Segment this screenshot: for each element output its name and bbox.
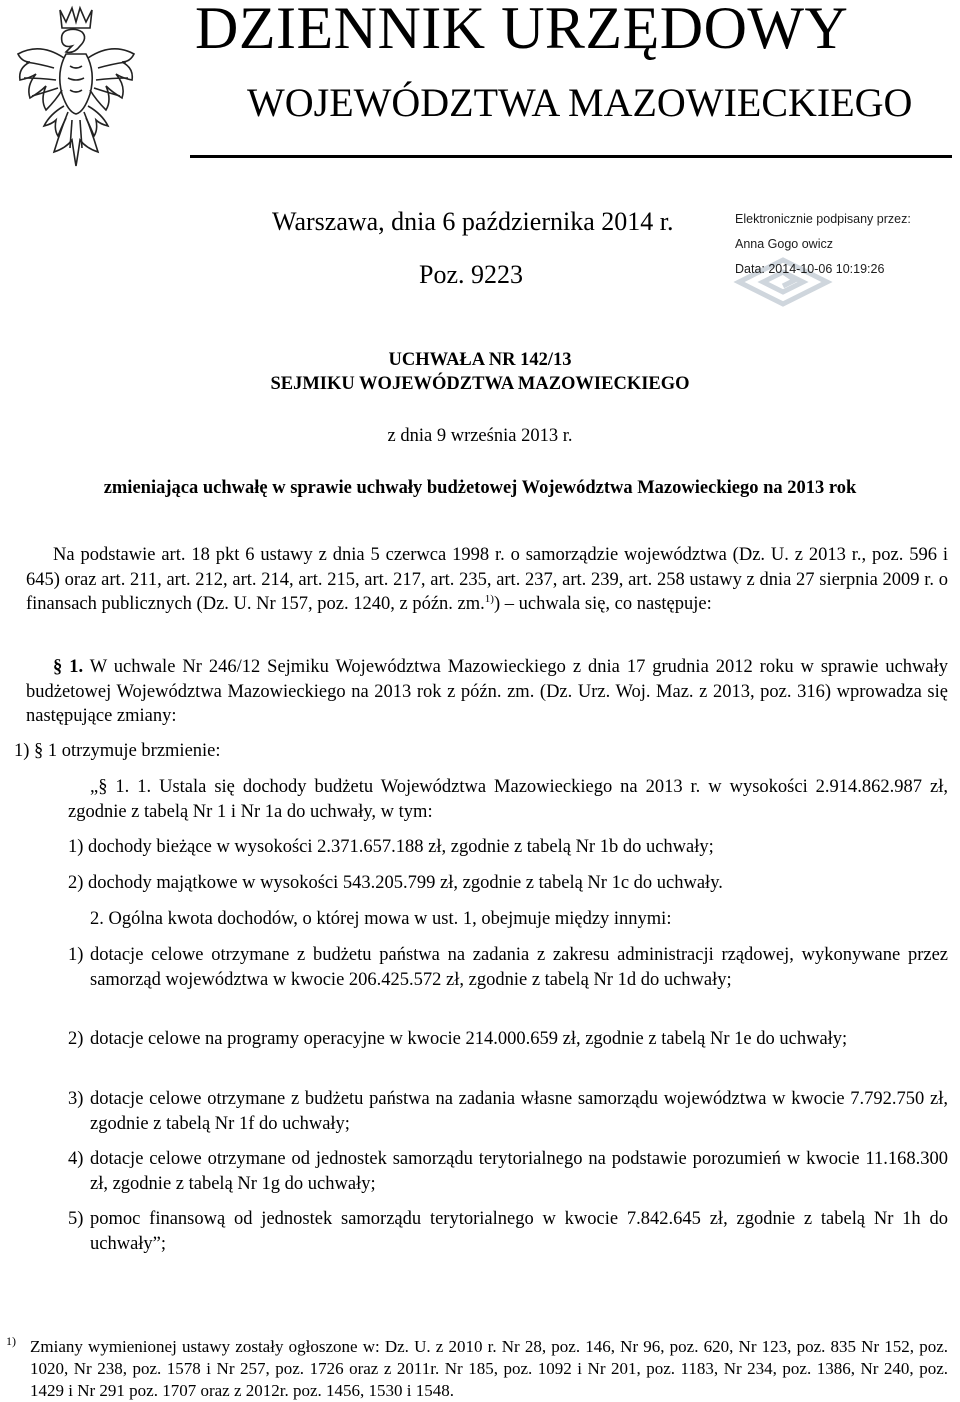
- point-1: 1) § 1 otrzymuje brzmienie:: [14, 741, 221, 761]
- list-item-number: 1): [68, 945, 84, 965]
- masthead-subtitle: WOJEWÓDZTWA MAZOWIECKIEGO: [247, 80, 913, 125]
- list-item-text: pomoc finansową od jednostek samorządu terytorialnego w kwocie 7.842.645 zł, zgodnie z tabelą Nr 1h do uchwały”;: [90, 1209, 948, 1254]
- coat-of-arms-eagle-icon: [10, 2, 142, 174]
- list-item-text: dotacje celowe otrzymane z budżetu państwa na zadania z zakresu administracji rządowej, wykonywane przez samorząd województwa w kwocie 206.425.572 zł, zgodnie z tabelą Nr 1d do uchwały;: [90, 945, 948, 990]
- preamble-end: ) – uchwala się, co następuje:: [493, 594, 712, 614]
- list-item-text: dotacje celowe otrzymane z budżetu państwa na zadania własne samorządu województwa w kwocie 7.792.750 zł, zgodnie z tabelą Nr 1f do uchwały;: [90, 1089, 948, 1134]
- quoted-paragraph-1: „§ 1. 1. Ustala się dochody budżetu Województwa Mazowieckiego na 2013 r. w wysokości 2.914.862.987 zł, zgodnie z tabelą Nr 1 i Nr 1a do uchwały, w tym:: [68, 777, 948, 822]
- resolution-date: z dnia 9 września 2013 r.: [387, 426, 573, 446]
- position-number: Poz. 9223: [419, 260, 523, 289]
- signature-date: Data: 2014-10-06 10:19:26: [735, 262, 885, 276]
- list-item-text: dotacje celowe na programy operacyjne w kwocie 214.000.659 zł, zgodnie z tabelą Nr 1e do uchwały;: [90, 1029, 848, 1049]
- signature-label: Elektronicznie podpisany przez:: [735, 212, 911, 226]
- masthead-title: DZIENNIK URZĘDOWY: [195, 0, 849, 61]
- footnote-mark: 1): [6, 1334, 16, 1348]
- list-item-number: 2): [68, 1029, 84, 1049]
- place-date: Warszawa, dnia 6 października 2014 r.: [272, 207, 674, 236]
- footnote-text: Zmiany wymienionej ustawy zostały ogłoszone w: Dz. U. z 2010 r. Nr 28, poz. 146, Nr 96, poz. 620, Nr 123, poz. 835 Nr 152, poz. 1020, Nr 238, poz. 1578 i Nr 257, poz. 1726 oraz z 2011r. Nr 185, poz. 1092 i Nr 201, poz. 1183, Nr 234, poz. 1386, Nr 240, poz. 1429 i Nr 291 poz. 1707 oraz z 2012r. poz. 1456, 1530 i 1548.: [30, 1337, 948, 1400]
- list-item-number: 4): [68, 1149, 84, 1169]
- footnote-reference: 1): [484, 592, 494, 605]
- signature-name: Anna Gogo owicz: [735, 237, 833, 251]
- income-item-2: 2) dochody majątkowe w wysokości 543.205.799 zł, zgodnie z tabelą Nr 1c do uchwały.: [68, 873, 723, 893]
- preamble: [26, 543, 948, 617]
- section-1: [26, 655, 948, 729]
- list-item-number: 5): [68, 1209, 84, 1229]
- income-item-1: 1) dochody bieżące w wysokości 2.371.657.188 zł, zgodnie z tabelą Nr 1b do uchwały;: [68, 837, 714, 857]
- list-item-text: dotacje celowe otrzymane od jednostek samorządu terytorialnego na podstawie porozumień w kwocie 11.168.300 zł, zgodnie z tabelą Nr 1g do uchwały;: [90, 1149, 948, 1194]
- list-item-number: 3): [68, 1089, 84, 1109]
- electronic-signature: [733, 212, 923, 307]
- clause-2: 2. Ogólna kwota dochodów, o której mowa w ust. 1, obejmuje między innymi:: [90, 909, 672, 929]
- resolution-subject: zmieniająca uchwałę w sprawie uchwały budżetowej Województwa Mazowieckiego na 2013 rok: [103, 478, 857, 498]
- section-1-mark: § 1.: [53, 657, 84, 677]
- masthead-divider: [190, 155, 952, 158]
- section-1-text: W uchwale Nr 246/12 Sejmiku Województwa Mazowieckiego z dnia 17 grudnia 2012 roku w sprawie uchwały budżetowej Województwa Mazowieckiego na 2013 rok z późn. zm. (Dz. Urz. Woj. Maz. z 2013, poz. 316) wprowadza się następujące zmiany:: [26, 657, 948, 726]
- resolution-title: UCHWAŁA NR 142/13: [388, 350, 572, 370]
- resolution-issuer: SEJMIKU WOJEWÓDZTWA MAZOWIECKIEGO: [270, 374, 690, 394]
- preamble-text: Na podstawie art. 18 pkt 6 ustawy z dnia 5 czerwca 1998 r. o samorządzie województwa (Dz. U. z 2013 r., poz. 596 i 645) oraz art. 211, art. 212, art. 214, art. 215, art. 217, art. 235, art. 237, art. 239, art. 258 ustawy z dnia 27 sierpnia 2009 r. o finansach publicznych (Dz. U. Nr 157, poz. 1240, z późn. zm.: [26, 545, 948, 614]
